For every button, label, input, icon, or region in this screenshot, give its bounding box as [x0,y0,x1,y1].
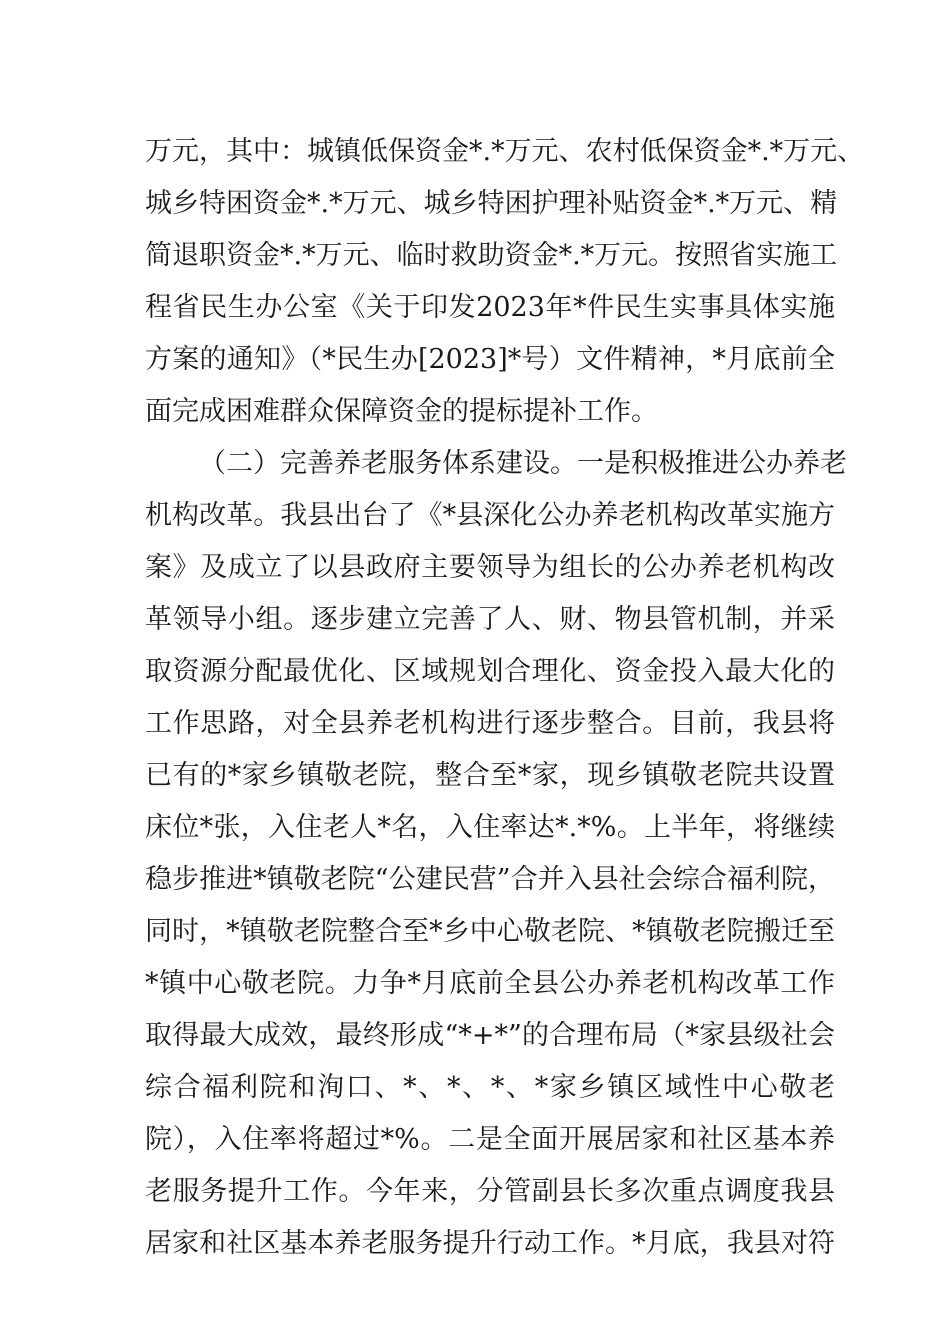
text-line: 床位*张，入住老人*名，入住率达*.*%。上半年，将继续 [145,812,835,843]
text-line: 同时，*镇敬老院整合至*乡中心敬老院、*镇敬老院搬迁至 [145,916,835,947]
text-line: 方案的通知》（*民生办[2023]*号）文件精神，*月底前全 [145,344,835,375]
text-line: 综合福利院和洵口、*、*、*、*家乡镇区域性中心敬老 [145,1072,835,1103]
text-line: 取得最大成效，最终形成“*+*”的合理布局（*家县级社会 [145,1020,835,1051]
text-line: 城乡特困资金*.*万元、城乡特困护理补贴资金*.*万元、精 [145,188,838,219]
text-line: 工作思路，对全县养老机构进行逐步整合。目前，我县将 [145,708,835,739]
text-line: 机构改革。我县出台了《*县深化公办养老机构改革实施方 [145,500,835,531]
text-line: 稳步推进*镇敬老院“公建民营”合并入县社会综合福利院， [145,864,835,895]
text-line: 院），入住率将超过*%。二是全面开展居家和社区基本养 [145,1124,835,1155]
text-line: 老服务提升工作。今年来，分管副县长多次重点调度我县 [145,1176,835,1207]
text-line: 万元，其中：城镇低保资金*.*万元、农村低保资金*.*万元、 [145,136,865,167]
text-line: 面完成困难群众保障资金的提标提补工作。 [145,396,658,427]
section-heading-line: （二）完善养老服务体系建设。一是积极推进公办养老 [199,448,847,479]
text-line: 简退职资金*.*万元、临时救助资金*.*万元。按照省实施工 [145,240,838,271]
text-line: 已有的*家乡镇敬老院，整合至*家，现乡镇敬老院共设置 [145,760,835,791]
text-line: 居家和社区基本养老服务提升行动工作。*月底，我县对符 [145,1228,835,1259]
text-line: 革领导小组。逐步建立完善了人、财、物县管机制，并采 [145,604,835,635]
text-line: 程省民生办公室《关于印发2023年*件民生实事具体实施 [145,292,835,323]
text-line: 案》及成立了以县政府主要领导为组长的公办养老机构改 [145,552,835,583]
body-text [145,126,865,1270]
text-line: *镇中心敬老院。力争*月底前全县公办养老机构改革工作 [145,968,835,999]
text-line: 取资源分配最优化、区域规划合理化、资金投入最大化的 [145,656,835,687]
